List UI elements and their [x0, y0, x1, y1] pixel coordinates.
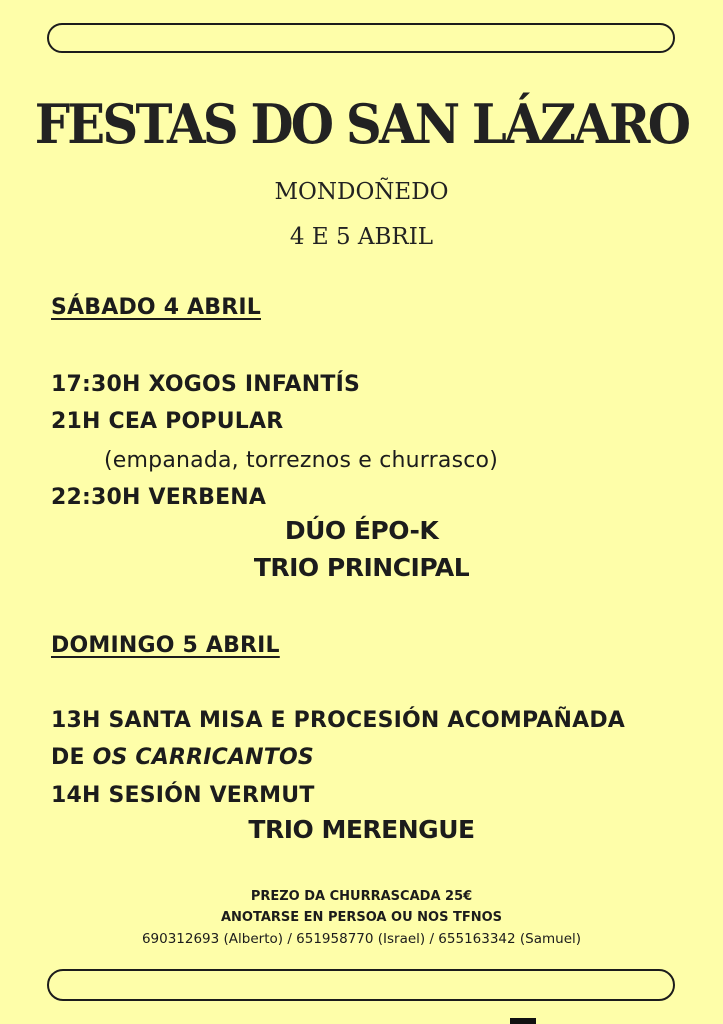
sunday-event-mass-continued — [51, 745, 314, 770]
footer-phones: 690312693 (Alberto) / 651958770 (Israel) / 655163342 (Samuel) — [141, 931, 582, 947]
saturday-event-games: 17:30H XOGOS INFANTÍS — [51, 372, 361, 397]
band-trio-merengue: TRIO MERENGUE — [248, 815, 475, 844]
carricantos-name: OS CARRICANTOS — [92, 745, 314, 770]
dates: 4 E 5 ABRIL — [289, 224, 434, 250]
sunday-event-vermut: 14H SESIÓN VERMUT — [51, 783, 315, 808]
bottom-decorative-bar — [47, 969, 675, 1001]
saturday-dinner-menu: (empanada, torreznos e churrasco) — [104, 448, 498, 473]
top-decorative-bar — [47, 23, 675, 53]
corner-mark — [510, 1018, 536, 1024]
sunday-event-mass: 13H SANTA MISA E PROCESIÓN ACOMPAÑADA — [51, 708, 626, 733]
location: MONDOÑEDO — [274, 179, 449, 205]
band-duo-epo-k: DÚO ÉPO-K — [284, 516, 439, 545]
sunday-heading: DOMINGO 5 ABRIL — [51, 633, 280, 658]
footer-signup: ANOTARSE EN PERSOA OU NOS TFNOS — [220, 910, 503, 925]
mass-prefix: DE — [51, 745, 93, 770]
saturday-heading: SÁBADO 4 ABRIL — [51, 295, 261, 320]
band-trio-principal: TRIO PRINCIPAL — [253, 553, 470, 582]
footer-price: PREZO DA CHURRASCADA 25€ — [250, 889, 473, 904]
poster-title: FESTAS DO SAN LÁZARO — [34, 92, 689, 156]
saturday-event-dinner: 21H CEA POPULAR — [51, 409, 284, 434]
saturday-event-verbena: 22:30H VERBENA — [51, 485, 267, 510]
